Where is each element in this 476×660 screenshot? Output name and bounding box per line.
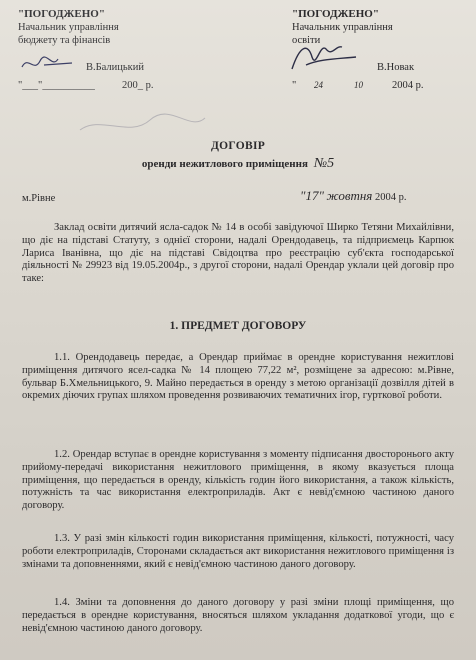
intro-paragraph: Заклад освіти дитячий ясла-садок № 14 в особі завідуючої Ширко Тетяни Михайлівни, що діє на підставі Статуту, з однієї сторони, надалі Орендодавець, та підприємець Карпюк Лариса Іванівна, що діє на підставі Свідоцтва про реєстрацію суб'єкта господарської діяльності № 29923 від 19.05.2004р., з другої сторони, надалі Орендар уклали цей договір про таке: <box>22 222 454 285</box>
approval-position: Начальник управління <box>292 22 393 33</box>
contract-date <box>300 188 406 204</box>
faint-stamp <box>70 110 210 140</box>
section-title: 1. ПРЕДМЕТ ДОГОВОРУ <box>169 320 307 332</box>
contract-day: "17" <box>300 188 324 203</box>
approval-department: освіти <box>292 35 321 46</box>
subtitle-text: оренди нежитлового приміщення <box>141 158 308 170</box>
clause-1-2: 1.2. Орендар вступає в орендне користування з моменту підписання двосторонього акту прийому-передачі використання нежитлового приміщення, в якому вказується площа приміщення, що передається в оренду, кількість годин його використання, а також кількість, потужність та час використання електроприладів. Акт є невід'ємною частиною даного договору. <box>22 449 454 512</box>
clause-1-3: 1.3. У разі змін кількості годин використання приміщення, кількості, потужності, часу роботи електроприладів, Сторонами складається акт використання нежитлового приміщення із змінами та доповненнями, який є невід'ємною частиною даного договору. <box>22 533 454 570</box>
contract-year: 2004 р. <box>374 192 407 203</box>
approval-block-finance <box>18 8 218 93</box>
approval-heading: "ПОГОДЖЕНО" <box>18 8 105 20</box>
signature-line <box>18 61 218 75</box>
contract-month: жовтня <box>326 188 373 203</box>
approval-day: 24 <box>314 80 323 90</box>
signer-name: В.Новак <box>377 62 415 73</box>
approval-date: " 24 10 2004 р. <box>292 80 424 91</box>
approval-block-education <box>292 8 472 93</box>
approval-year: 2004 р. <box>392 80 424 91</box>
approval-date: "___"__________ 200_ р. <box>18 80 154 91</box>
clause-1-1: 1.1. Орендодавець передає, а Орендар приймає в орендне користування нежитлові приміщення дитячого ясел-садка № 14 площею 77,22 м², розміщене за адресою: м.Рівне, бульвар Б.Хмельницького, 9. Майно передається в оренду з метою організації дозвілля дітей в окремих діючих групах шляхом проведення розвиваючих тематичних ігор, гурткової роботи. <box>22 352 454 402</box>
document-subtitle <box>0 156 476 172</box>
signer-name: В.Балицький <box>86 62 145 73</box>
approval-year: 200_ р. <box>122 80 154 91</box>
clause-1-4: 1.4. Зміни та доповнення до даного договору у разі зміни площі приміщення, що передається в орендне користування, вносяться шляхом укладання додаткової угоди, що є невід'ємною частиною даного договору. <box>22 597 454 634</box>
contract-place: м.Рівне <box>22 193 56 204</box>
approval-position: Начальник управління <box>18 22 119 33</box>
contract-number: №5 <box>313 156 335 171</box>
approval-month: 10 <box>354 80 363 90</box>
approval-department: бюджету та фінансів <box>18 35 111 46</box>
signature-line <box>292 61 472 75</box>
handwritten-signature <box>18 53 78 75</box>
document-title: ДОГОВІР <box>210 140 266 152</box>
handwritten-signature <box>286 39 366 79</box>
approval-heading: "ПОГОДЖЕНО" <box>292 8 379 20</box>
